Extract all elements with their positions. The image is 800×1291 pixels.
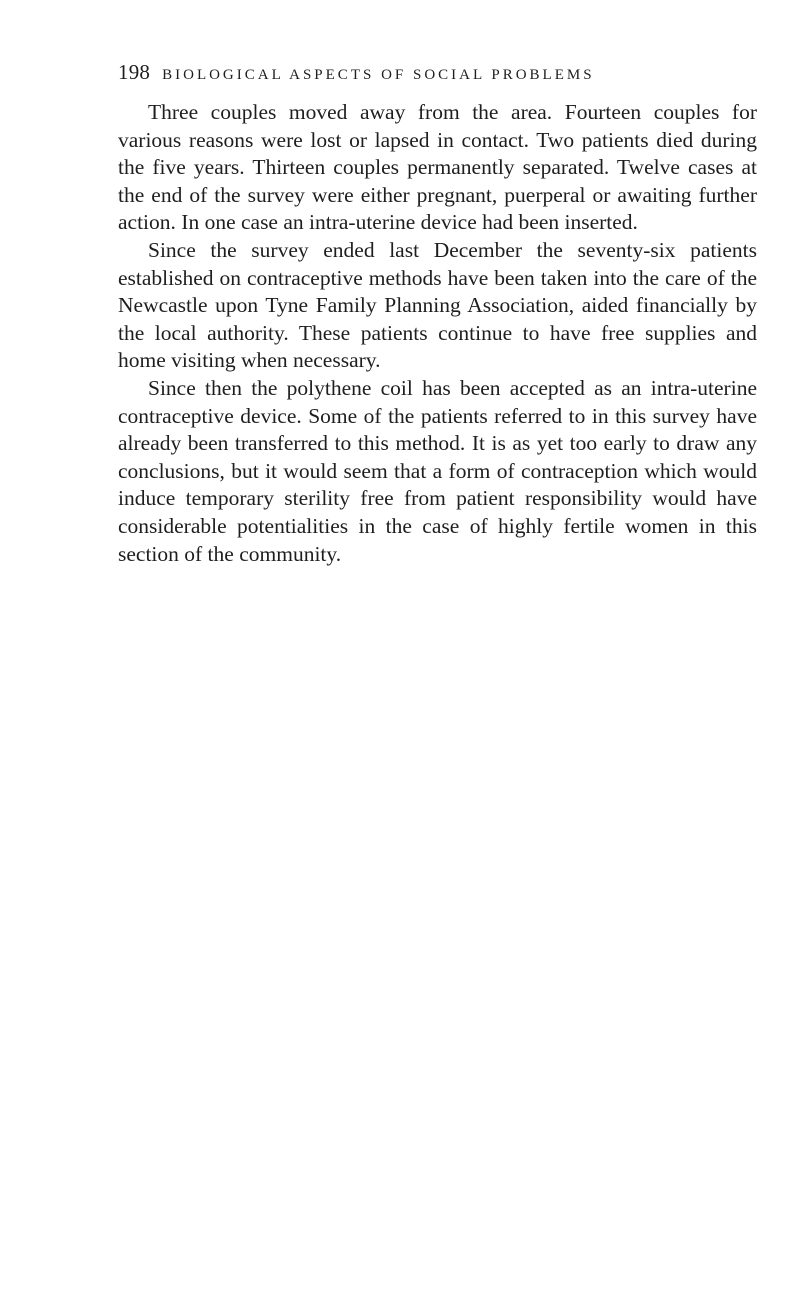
paragraph-3: Since then the polythene coil has been accepted as an intra-uterine contraceptive device. Some of the patients referred to in this survey have already been transferred to this method. It is as yet too early to draw any conclusions, but it would seem that a form of contraception which would induce temporary sterility free from patient responsibility would have considerable potentialities in the case of highly fertile women in this section of the community. xyxy=(118,375,757,566)
body-text xyxy=(118,99,757,568)
page-header xyxy=(118,58,718,89)
paragraph-2: Since the survey ended last December the seventy-six patients established on contraceptive methods have been taken into the care of the Newcastle upon Tyne Family Planning Association, aided financially by the local authority. These patients continue to have free supplies and home visiting when necessary. xyxy=(118,237,757,373)
paragraph-1: Three couples moved away from the area. Fourteen couples for various reasons were lost or lapsed in contact. Two patients died during the five years. Thirteen couples permanently separated. Twelve cases at the end of the survey were either pregnant, puerperal or awaiting further action. In one case an intra-uterine device had been inserted. xyxy=(118,100,757,235)
running-head: BIOLOGICAL ASPECTS OF SOCIAL PROBLEMS xyxy=(162,67,595,83)
page-number: 198 xyxy=(118,60,151,84)
